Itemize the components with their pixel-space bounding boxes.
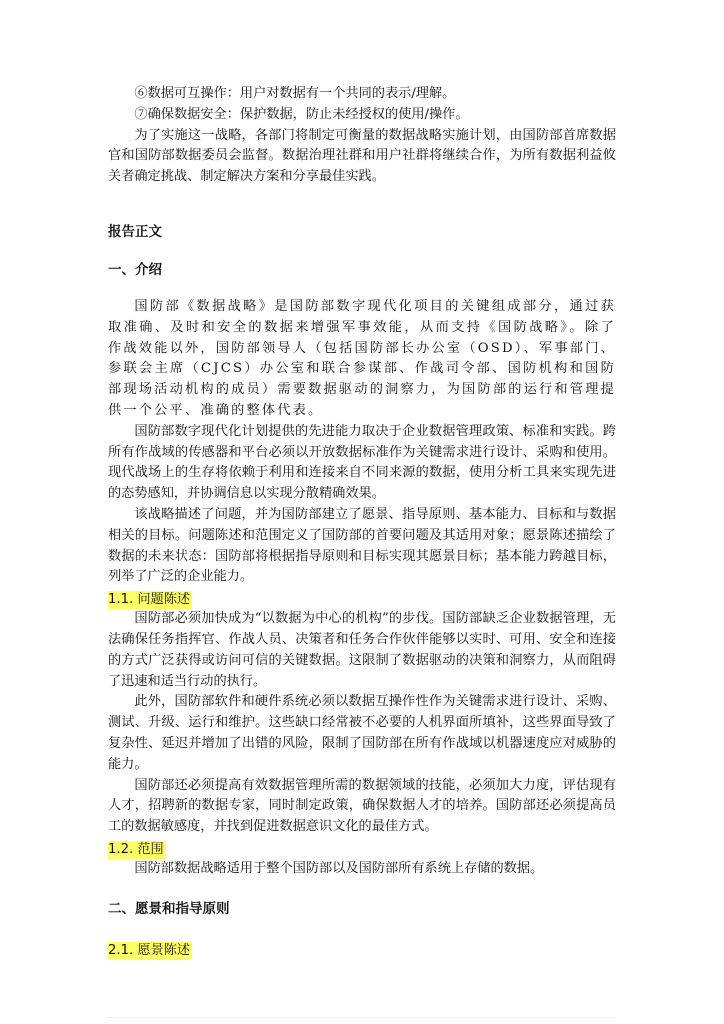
- subsection-1-1-paragraph-3: 国防部还必须提高有效数据管理所需的数据领域的技能，必须加大力度，评估现有人才，招聘新的数据专家，同时制定政策，确保数据人才的培养。国防部还必须提高员工的数据敏感度，并找到促进数据意识文化的最佳方式。: [108, 777, 616, 835]
- intro-item-6: ⑥数据可互操作：用户对数据有一个共同的表示/理解。: [134, 86, 456, 101]
- subsection-1-1-heading: 1.1. 问题陈述: [108, 592, 191, 608]
- page-bottom-divider: [108, 1017, 616, 1018]
- section-2-heading: 二、愿景和指导原则: [108, 900, 230, 917]
- subsection-1-1-paragraph-2: 此外，国防部软件和硬件系统必须以数据互操作性作为关键需求进行设计、采购、测试、升级、运行和维护。这些缺口经常被不必要的人机界面所填补，这些界面导致了复杂性、延迟并增加了出错的风险，限制了国防部在所有作战域以机器速度应对威胁的能力。: [108, 694, 616, 772]
- intro-paragraph: 为了实施这一战略，各部门将制定可衡量的数据战略实施计划，由国防部首席数据官和国防部数据委员会监督。数据治理社群和用户社群将继续合作，为所有数据利益攸关者确定挑战、制定解决方案和分享最佳实践。: [108, 127, 616, 185]
- document-page: [108, 84, 616, 960]
- section-1-paragraph-1: 国防部《数据战略》是国防部数字现代化项目的关键组成部分，通过获取准确、及时和安全的数据来增强军事效能，从而支持《国防战略》。除了作战效能以外，国防部领导人（包括国防部长办公室（OSD）、军事部门、参联会主席（CJCS）办公室和联合参谋部、作战司令部、国防机构和国防部现场活动机构的成员）需要数据驱动的洞察力，为国防部的运行和管理提供一个公平、准确的整体代表。: [108, 298, 616, 418]
- section-1-heading: 一、介绍: [108, 261, 162, 278]
- subsection-1-1-paragraph-1: 国防部必须加快成为“以数据为中心的机构”的步伐。国防部缺乏企业数据管理，无法确保任务指挥官、作战人员、决策者和任务合作伙伴能够以实时、可用、安全和连接的方式广泛获得或访问可信的关键数据。这限制了数据驱动的决策和洞察力，从而阻碍了迅速和适当行动的执行。: [108, 611, 616, 689]
- intro-item-7: ⑦确保数据安全：保护数据，防止未经授权的使用/操作。: [134, 106, 469, 122]
- report-title: 报告正文: [108, 223, 162, 240]
- subsection-1-2-paragraph-1: 国防部数据战略适用于整个国防部以及国防部所有系统上存储的数据。: [134, 860, 544, 876]
- subsection-1-2-row: [108, 838, 616, 859]
- subsection-2-1-row: [108, 939, 616, 960]
- subsection-1-2-heading: 1.2. 范围: [108, 841, 164, 857]
- subsection-1-1-row: [108, 588, 616, 609]
- subsection-2-1-heading: 2.1. 愿景陈述: [108, 942, 191, 958]
- section-1-paragraph-2: 国防部数字现代化计划提供的先进能力取决于企业数据管理政策、标准和实践。跨所有作战域的传感器和平台必须以开放数据标准作为关键需求进行设计、采购和使用。现代战场上的生存将依赖于利用和连接来自不同来源的数据，使用分析工具来实现先进的态势感知，并协调信息以实现分散精确效果。: [108, 423, 616, 502]
- section-1-paragraph-3: 该战略描述了问题，并为国防部建立了愿景、指导原则、基本能力、目标和与数据相关的目标。问题陈述和范围定义了国防部的首要问题及其适用对象；愿景陈述描绘了数据的未来状态：国防部将根据指导原则和目标实现其愿景目标；基本能力跨越目标，列举了广泛的企业能力。: [108, 506, 616, 585]
